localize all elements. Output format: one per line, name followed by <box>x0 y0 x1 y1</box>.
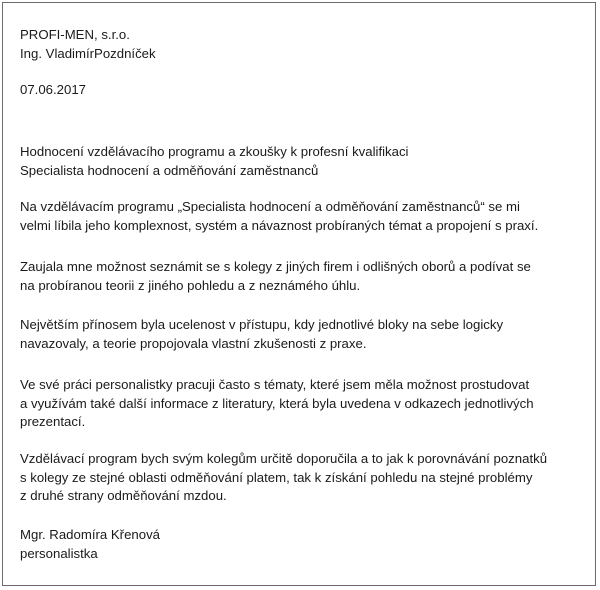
date-text: 07.06.2017 <box>20 82 87 97</box>
paragraph-line: z druhé strany odměňování mzdou. <box>20 488 227 503</box>
paragraph-line: Největším přínosem byla ucelenost v přístupu, kdy jednotlivé bloky na sebe logicky <box>20 317 504 332</box>
paragraph-5 <box>20 450 587 506</box>
recipient-name: Ing. VladimírPozdníček <box>20 45 156 61</box>
subject-line-1: Hodnocení vzdělávacího programu a zkoušky k profesní kvalifikaci <box>20 144 409 159</box>
letter-subject <box>20 143 587 180</box>
paragraph-line: prezentací. <box>20 414 86 429</box>
paragraph-3 <box>20 316 587 353</box>
paragraph-line: velmi líbila jeho komplexnost, systém a návaznost probíraných témat a propojení s praxí. <box>20 217 539 233</box>
signature-block <box>20 526 587 563</box>
letter-document <box>2 2 596 586</box>
letter-header <box>20 26 587 63</box>
paragraph-line: Ve své práci personalistky pracuji často s tématy, které jsem měla možnost prostudovat <box>20 377 530 392</box>
paragraph-line: Vzdělávací program bych svým kolegům určitě doporučila a to jak k porovnávání poznatků <box>20 451 548 466</box>
paragraph-1 <box>20 198 587 235</box>
paragraph-4 <box>20 376 587 432</box>
paragraph-line: s kolegy ze stejné oblasti odměňování platem, tak k získání pohledu na stejné problémy <box>20 469 533 485</box>
signature-name: Mgr. Radomíra Křenová <box>20 527 160 542</box>
letter-date <box>20 81 587 100</box>
subject-line-2: Specialista hodnocení a odměňování zaměstnanců <box>20 162 319 178</box>
company-name: PROFI-MEN, s.r.o. <box>20 27 130 42</box>
signature-title: personalistka <box>20 545 98 561</box>
paragraph-line: na probíranou teorii z jiného pohledu a z neznámého úhlu. <box>20 277 361 293</box>
paragraph-2 <box>20 258 587 295</box>
paragraph-line: Na vzdělávacím programu „Specialista hodnocení a odměňování zaměstnanců“ se mi <box>20 199 520 214</box>
paragraph-line: Zaujala mne možnost seznámit se s kolegy z jiných firem i odlišných oborů a podívat se <box>20 259 531 274</box>
paragraph-line: a využívám také další informace z literatury, která byla uvedena v odkazech jednotlivých <box>20 395 534 411</box>
paragraph-line: navazovaly, a teorie propojovala vlastní zkušenosti z praxe. <box>20 335 367 351</box>
